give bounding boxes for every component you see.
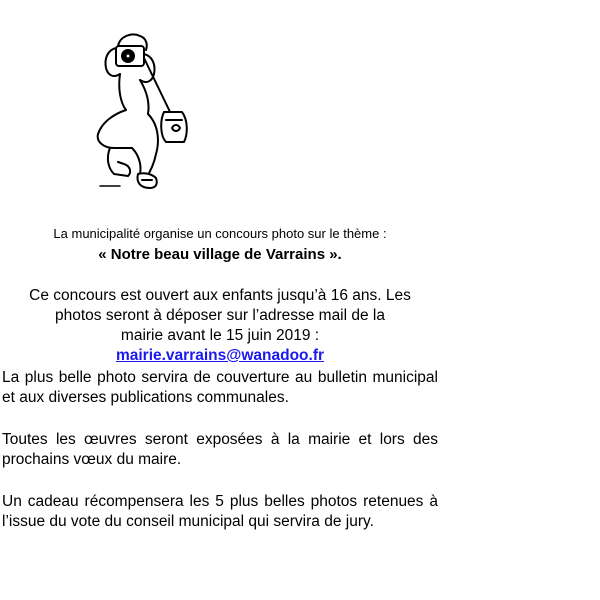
email-line (0, 346, 440, 366)
contest-theme: « Notre beau village de Varrains ». (98, 246, 342, 263)
email-link[interactable]: mairie.varrains@wanadoo.fr (115, 347, 325, 364)
paragraph-prize: Un cadeau récompensera les 5 plus belles photos retenues à l’issue du vote du conseil municipal qui servira de jury. (2, 493, 438, 530)
rules-line: photos seront à déposer sur l’adresse mail de la (55, 307, 385, 324)
rules-line: Ce concours est ouvert aux enfants jusqu’à 16 ans. Les (29, 287, 411, 304)
rules-line: mairie avant le 15 juin 2019 : (120, 327, 320, 344)
intro-text: La municipalité organise un concours photo sur le thème : (53, 226, 387, 241)
paragraph-exhibition: Toutes les œuvres seront exposées à la mairie et lors des prochains vœux du maire. (2, 431, 438, 468)
photographer-icon (80, 24, 200, 192)
rules-text (0, 286, 440, 346)
paragraph-cover: La plus belle photo servira de couverture au bulletin municipal et aux diverses publications communales. (2, 369, 438, 406)
